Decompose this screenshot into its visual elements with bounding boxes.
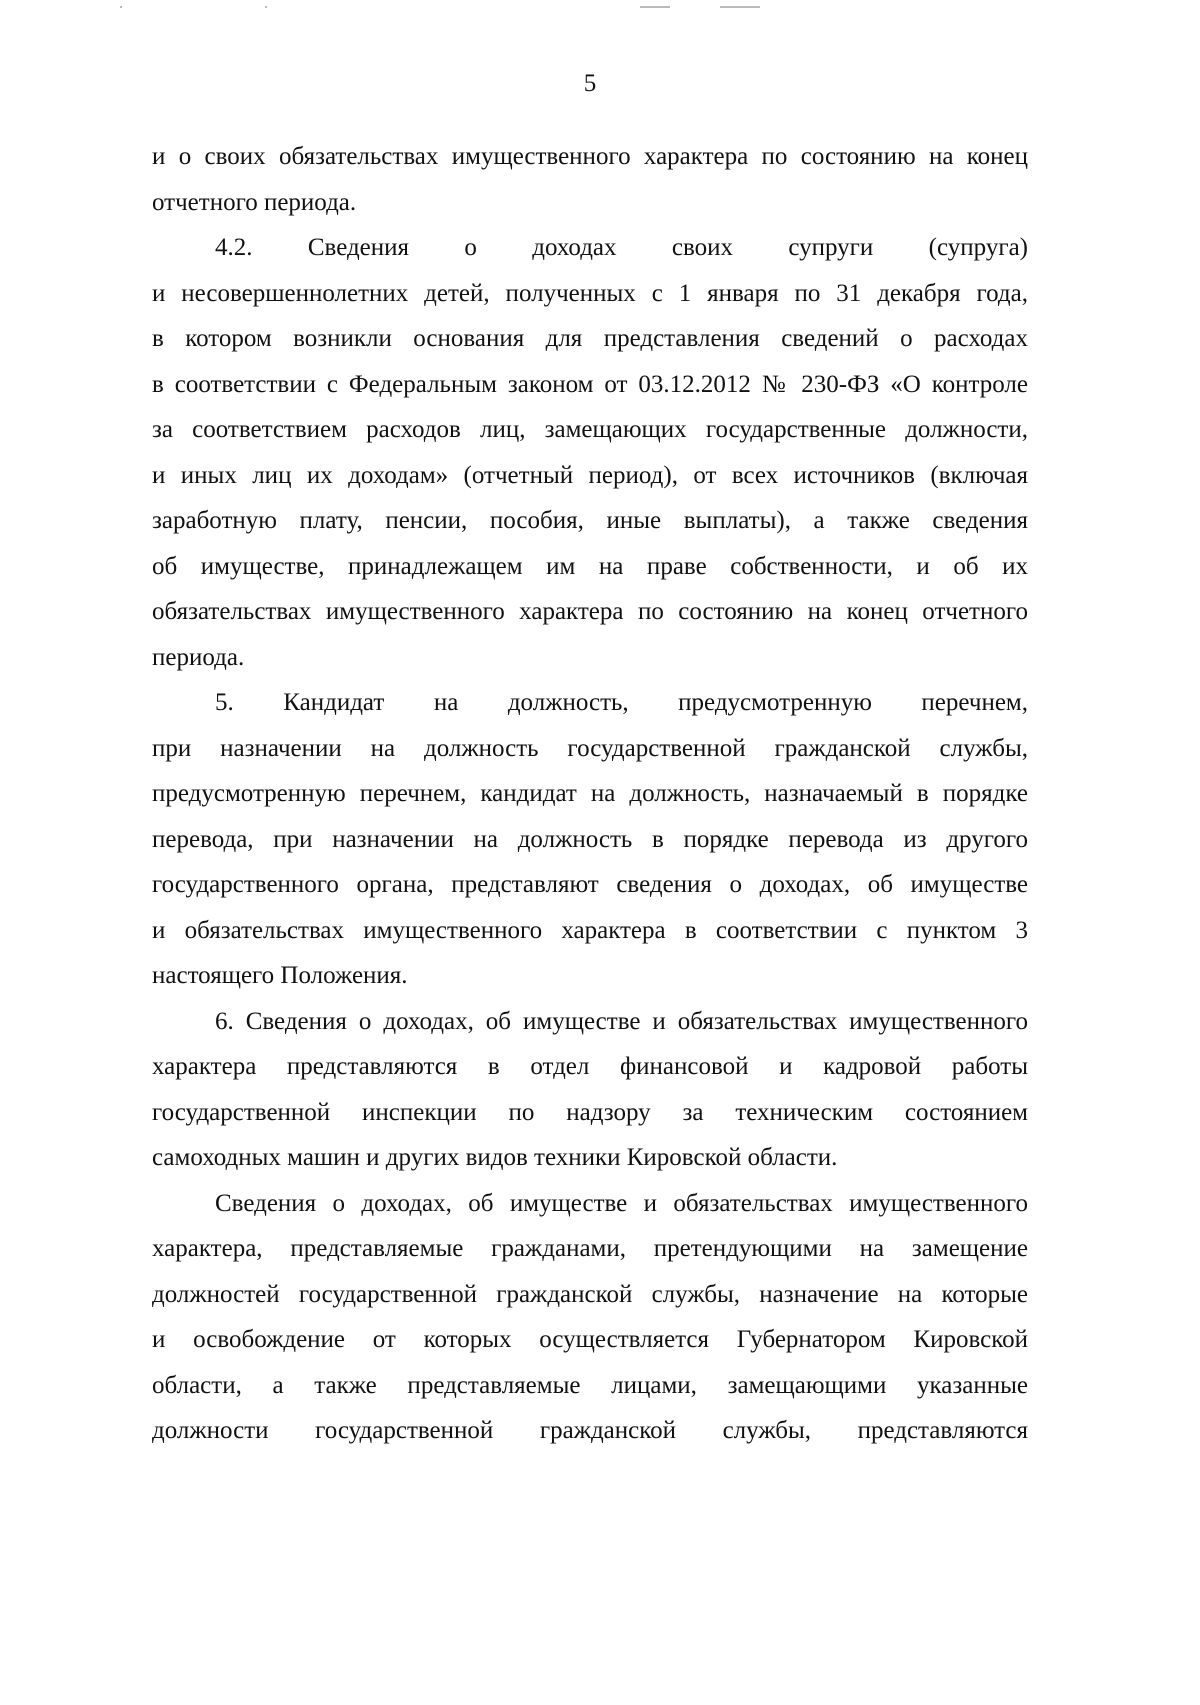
text-line: и о своих обязательствах имущественного характера по состоянию на конец: [152, 143, 1028, 170]
text-line: 6. Сведения о доходах, об имуществе и обязательствах имущественного: [215, 1008, 1028, 1035]
text-line: перевода, при назначении на должность в порядке перевода из другого: [152, 826, 1028, 853]
text-line: характера, представляемые гражданами, претендующими на замещение: [152, 1235, 1028, 1262]
text-line: 4.2. Сведения о доходах своих супруги (супруга): [215, 234, 1028, 261]
text-line: в соответствии с Федеральным законом от 03.12.2012 № 230-ФЗ «О контроле: [152, 371, 1028, 398]
text-line: и несовершеннолетних детей, полученных с 1 января по 31 декабря года,: [152, 280, 1028, 307]
text-line: и обязательствах имущественного характера в соответствии с пунктом 3: [152, 917, 1028, 944]
page-number: 5: [583, 70, 597, 97]
text-line: предусмотренную перечнем, кандидат на должность, назначаемый в порядке: [152, 780, 1028, 807]
text-line: Сведения о доходах, об имуществе и обязательствах имущественного: [215, 1190, 1028, 1217]
text-line: государственного органа, представляют сведения о доходах, об имуществе: [152, 871, 1028, 898]
text-line: и иных лиц их доходам» (отчетный период), от всех источников (включая: [152, 462, 1028, 489]
text-line: характера представляются в отдел финансовой и кадровой работы: [152, 1053, 1028, 1080]
scan-artifact: [120, 6, 122, 8]
text-line: области, а также представляемые лицами, замещающими указанные: [152, 1372, 1028, 1399]
text-line: самоходных машин и других видов техники Кировской области.: [152, 1144, 838, 1171]
text-line: периода.: [152, 644, 245, 671]
text-line: об имуществе, принадлежащем им на праве собственности, и об их: [152, 553, 1028, 580]
text-line: при назначении на должность государственной гражданской службы,: [152, 735, 1028, 762]
text-line: государственной инспекции по надзору за техническим состоянием: [152, 1099, 1028, 1126]
text-line: заработную плату, пенсии, пособия, иные выплаты), а также сведения: [152, 507, 1028, 534]
text-line: должности государственной гражданской службы, представляются: [152, 1417, 1028, 1444]
scan-artifact: [265, 6, 267, 8]
text-line: должностей государственной гражданской службы, назначение на которые: [152, 1281, 1028, 1308]
text-line: отчетного периода.: [152, 189, 357, 216]
text-line: обязательствах имущественного характера по состоянию на конец отчетного: [152, 598, 1028, 625]
scan-artifact: [720, 6, 760, 8]
text-line: и освобождение от которых осуществляется Губернатором Кировской: [152, 1326, 1028, 1353]
text-line: настоящего Положения.: [152, 962, 408, 989]
text-line: в котором возникли основания для представления сведений о расходах: [152, 325, 1028, 352]
text-line: за соответствием расходов лиц, замещающих государственные должности,: [152, 416, 1028, 443]
scan-artifact: [640, 6, 670, 8]
text-line: 5. Кандидат на должность, предусмотренную перечнем,: [215, 689, 1028, 716]
